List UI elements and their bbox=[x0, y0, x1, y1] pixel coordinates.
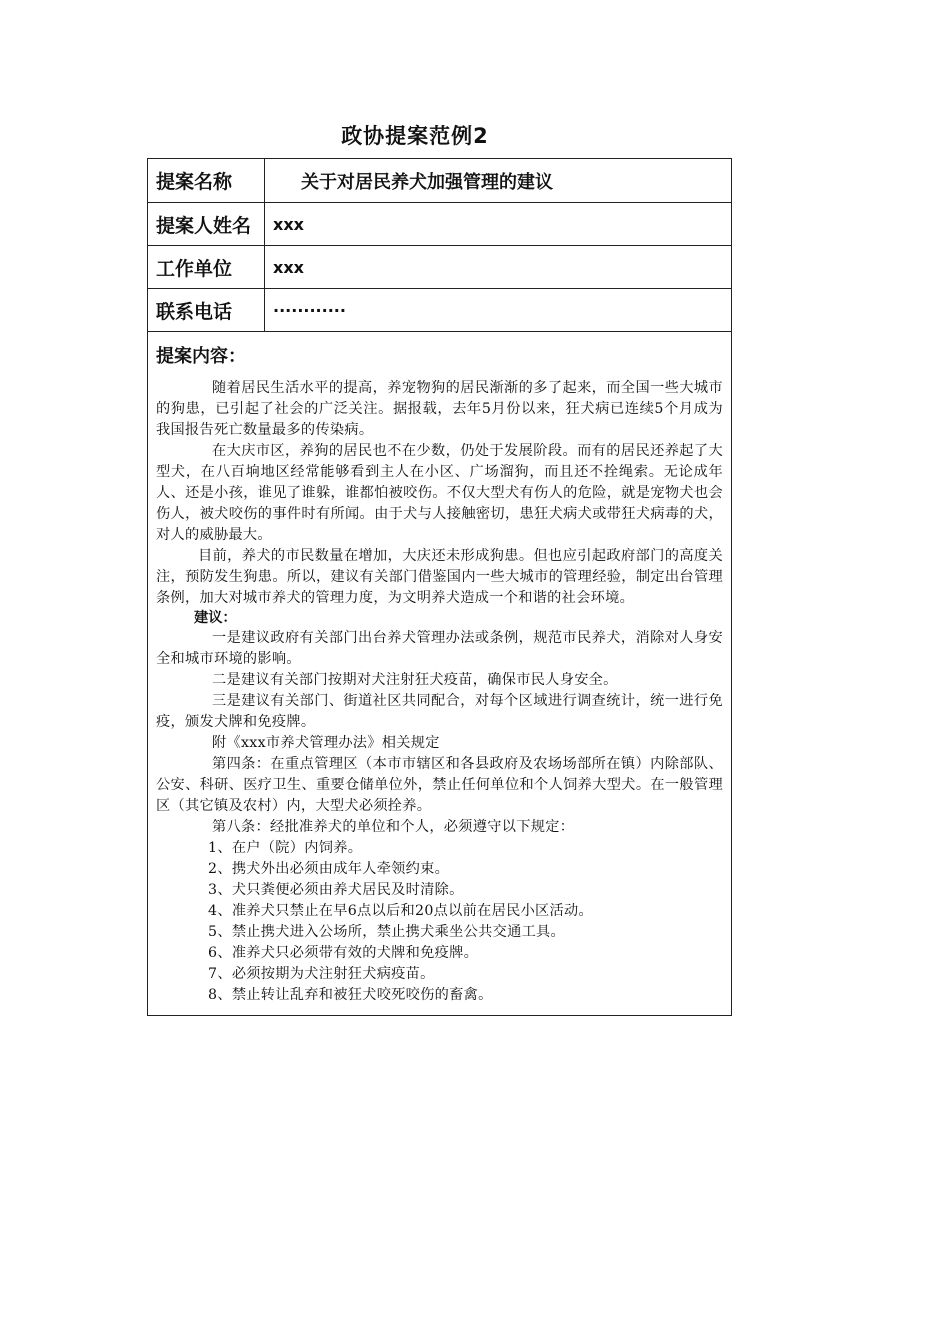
article-four: 第四条：在重点管理区（本市市辖区和各县政府及农场场部所在镇）内除部队、公安、科研、医疗卫生、重要仓储单位外，禁止任何单位和个人饲养大型犬。在一般管理区（其它镇及农村）内，大型犬必须拴养。 bbox=[156, 756, 723, 814]
phone-value: ············ bbox=[273, 300, 346, 320]
appendix-title: 附《xxx市养犬管理办法》相关规定 bbox=[212, 735, 440, 751]
content-paragraph: 在大庆市区，养狗的居民也不在少数，仍处于发展阶段。而有的居民还养起了大型犬，在八百垧地区经常能够看到主人在小区、广场溜狗，而且还不拴绳索。无论成年人、还是小孩，谁见了谁躲，谁都怕被咬伤。不仅大型犬有伤人的危险，就是宠物犬也会伤人，被犬咬伤的事件时有所闻。由于犬与人接触密切，患狂犬病犬或带狂犬病毒的犬，对人的威胁最大。 bbox=[156, 443, 723, 543]
proposer-name-label: 提案人姓名 bbox=[148, 203, 265, 245]
phone-label: 联系电话 bbox=[148, 289, 265, 331]
proposal-name-value: 关于对居民养犬加强管理的建议 bbox=[301, 171, 553, 193]
rule-item: 7、必须按期为犬注射狂犬病疫苗。 bbox=[208, 966, 435, 982]
document-title: 政协提案范例2 bbox=[341, 124, 489, 148]
rule-item: 2、携犬外出必须由成年人牵领约束。 bbox=[208, 861, 450, 877]
proposal-form bbox=[147, 158, 732, 1016]
rule-item: 1、在户（院）内饲养。 bbox=[208, 840, 363, 856]
content-paragraph: 目前，养犬的市民数量在增加，大庆还未形成狗患。但也应引起政府部门的高度关注，预防发生狗患。所以，建议有关部门借鉴国内一些大城市的管理经验，制定出台管理条例，加大对城市养犬的管理力度，为文明养犬造成一个和谐的社会环境。 bbox=[156, 548, 723, 606]
suggestion-paragraph: 二是建议有关部门按期对犬注射狂犬疫苗，确保市民人身安全。 bbox=[212, 672, 618, 688]
content-label: 提案内容： bbox=[156, 346, 246, 367]
suggestion-paragraph: 三是建议有关部门、街道社区共同配合，对每个区域进行调查统计，统一进行免疫，颁发犬牌和免疫牌。 bbox=[156, 693, 723, 730]
row-proposal-name bbox=[148, 159, 731, 203]
suggestion-label: 建议： bbox=[194, 610, 237, 626]
row-phone bbox=[148, 289, 731, 332]
proposal-name-label: 提案名称 bbox=[148, 159, 265, 202]
content-paragraph: 随着居民生活水平的提高，养宠物狗的居民渐渐的多了起来，而全国一些大城市的狗患，已引起了社会的广泛关注。据报载，去年5月份以来，狂犬病已连续5个月成为我国报告死亡数量最多的传染病。 bbox=[156, 380, 723, 438]
work-unit-label: 工作单位 bbox=[148, 246, 265, 288]
row-proposer-name bbox=[148, 203, 731, 246]
rule-item: 4、准养犬只禁止在早6点以后和20点以前在居民小区活动。 bbox=[208, 903, 594, 919]
rule-item: 6、准养犬只必须带有效的犬牌和免疫牌。 bbox=[208, 945, 479, 961]
work-unit-value: xxx bbox=[273, 257, 304, 277]
proposal-content bbox=[148, 332, 731, 1015]
rule-item: 3、犬只粪便必须由养犬居民及时清除。 bbox=[208, 882, 464, 898]
row-work-unit bbox=[148, 246, 731, 289]
article-eight: 第八条：经批准养犬的单位和个人，必须遵守以下规定： bbox=[212, 819, 575, 835]
suggestion-paragraph: 一是建议政府有关部门出台养犬管理办法或条例，规范市民养犬，消除对人身安全和城市环境的影响。 bbox=[156, 630, 723, 667]
proposer-name-value: xxx bbox=[273, 214, 304, 234]
rule-item: 8、禁止转让乱弃和被狂犬咬死咬伤的畜禽。 bbox=[208, 987, 493, 1003]
rule-item: 5、禁止携犬进入公场所，禁止携犬乘坐公共交通工具。 bbox=[208, 924, 566, 940]
